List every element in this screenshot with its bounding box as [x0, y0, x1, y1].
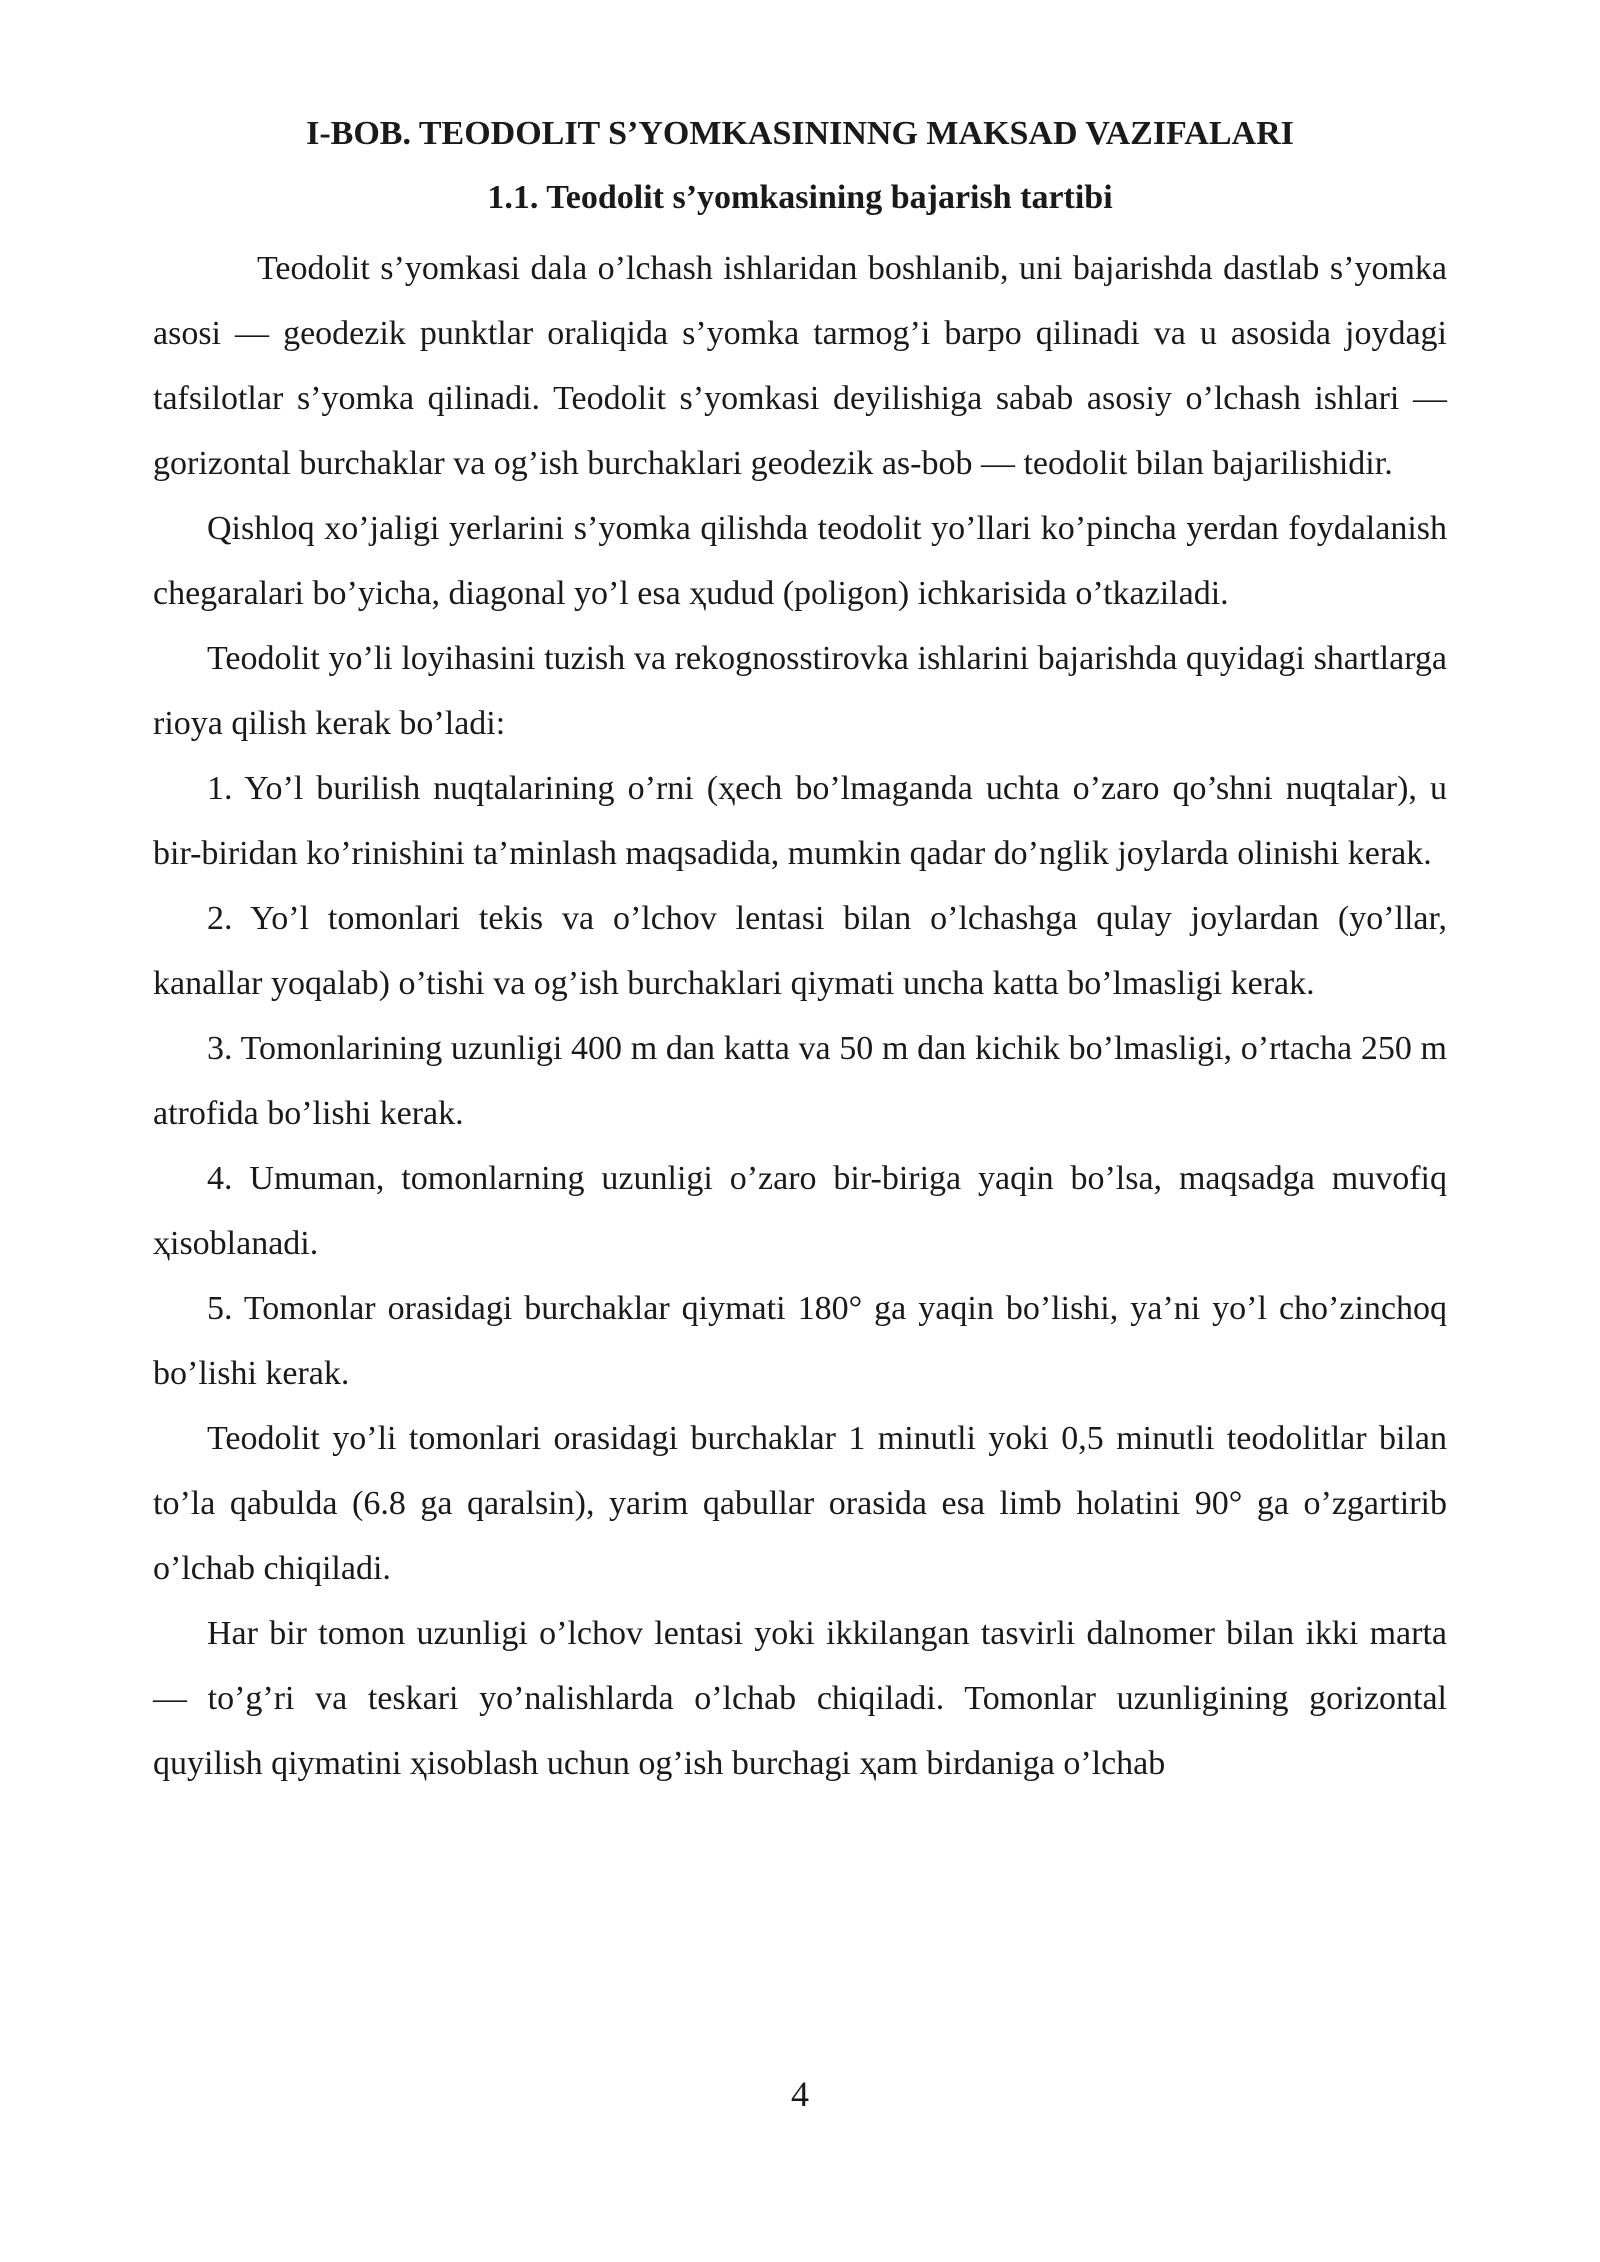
chapter-title: I-BOB. TEODOLIT S’YOMKASININNG MAKSAD VAZIFALARI — [306, 115, 1294, 152]
list-item-condition-1: 1. Yo’l burilish nuqtalarining o’rni (ҳech bo’lmaganda uchta o’zaro qo’shni nuqtalar), u bir-biridan ko’rinishini ta’minlash maqsadida, mumkin qadar do’nglik joylarda olinishi kerak. — [153, 770, 1447, 872]
paragraph-intro: Teodolit s’yomkasi dala o’lchash ishlaridan boshlanib, uni bajarishda dastlab s’yomka asosi — geodezik punktlar oraliqida s’yomka tarmog’i barpo qilinadi va u asosida joydagi tafsilotlar s’yomka qilinadi. Teodolit s’yomkasi deyilishiga sabab asosiy o’lchash ishlari — gorizontal burchaklar va og’ish burchaklari geodezik as-bob — teodolit bilan bajarilishidir. — [153, 250, 1447, 482]
list-item-condition-2: 2. Yo’l tomonlari tekis va o’lchov lentasi bilan o’lchashga qulay joylardan (yo’llar, kanallar yoqalab) o’tishi va og’ish burchaklari qiymati uncha katta bo’lmasligi kerak. — [153, 900, 1447, 1002]
paragraph-conditions-intro: Teodolit yo’li loyihasini tuzish va rekognosstirovka ishlarini bajarishda quyidagi shartlarga rioya qilish kerak bo’ladi: — [153, 640, 1447, 742]
list-item-condition-3: 3. Tomonlarining uzunligi 400 m dan katta va 50 m dan kichik bo’lmasligi, o’rtacha 250 m atrofida bo’lishi kerak. — [153, 1030, 1447, 1132]
paragraph-side-length-measurement: Har bir tomon uzunligi o’lchov lentasi yoki ikkilangan tasvirli dalnomer bilan ikki marta — to’g’ri va teskari yo’nalishlarda o’lchab chiqiladi. Tomonlar uzunligining gorizontal quyilish qiymatini ҳisoblash uchun og’ish burchagi ҳam birdaniga o’lchab — [153, 1615, 1447, 1782]
list-item-condition-4: 4. Umuman, tomonlarning uzunligi o’zaro bir-biriga yaqin bo’lsa, maqsadga muvofiq ҳisoblanadi. — [153, 1160, 1447, 1262]
list-item-condition-5: 5. Tomonlar orasidagi burchaklar qiymati 180° ga yaqin bo’lishi, ya’ni yo’l cho’zinchoq bo’lishi kerak. — [153, 1290, 1447, 1392]
paragraph-agricultural-survey: Qishloq xo’jaligi yerlarini s’yomka qilishda teodolit yo’llari ko’pincha yerdan foydalanish chegaralari bo’yicha, diagonal yo’l esa ҳudud (poligon) ichkarisida o’tkaziladi. — [153, 510, 1447, 612]
document-page — [153, 110, 1447, 1796]
paragraph-angle-measurement: Teodolit yo’li tomonlari orasidagi burchaklar 1 minutli yoki 0,5 minutli teodolitlar bilan to’la qabulda (6.8 ga qaralsin), yarim qabullar orasida esa limb holatini 90° ga o’zgartirib o’lchab chiqiladi. — [153, 1420, 1447, 1587]
page-number: 4 — [791, 2074, 809, 2114]
section-title: 1.1. Teodolit s’yomkasining bajarish tartibi — [487, 179, 1113, 216]
